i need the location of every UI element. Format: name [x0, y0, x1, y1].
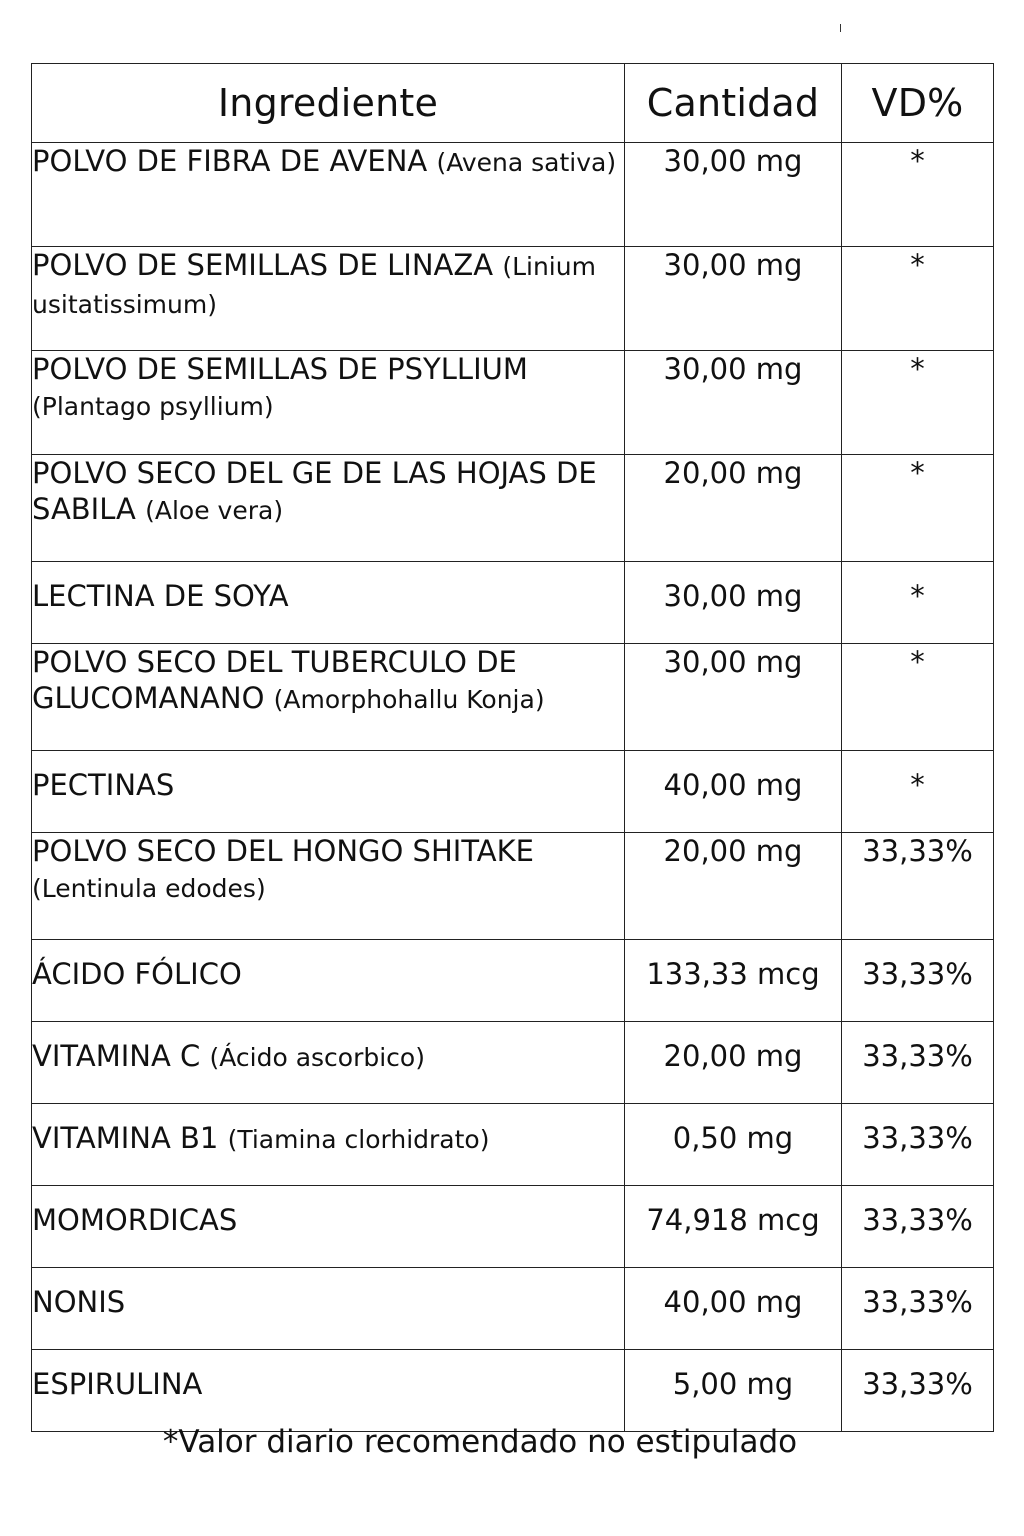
table-row — [32, 1350, 994, 1432]
ingredient-name: VITAMINA B1 — [32, 1121, 219, 1155]
ingredient-cell — [32, 143, 625, 247]
vd-cell: * — [842, 143, 994, 247]
vd-cell: 33,33% — [842, 1186, 994, 1268]
table-row — [32, 1268, 994, 1350]
vd-cell: 33,33% — [842, 833, 994, 940]
vd-cell: * — [842, 351, 994, 455]
vd-cell: * — [842, 644, 994, 751]
vd-cell: 33,33% — [842, 1104, 994, 1186]
nutrition-table — [31, 63, 994, 1432]
ingredient-name: POLVO SECO DEL HONGO SHITAKE — [32, 834, 534, 868]
amount-cell: 20,00 mg — [625, 833, 842, 940]
ingredient-name: POLVO SECO DEL TUBERCULO DE GLUCOMANANO — [32, 645, 517, 715]
table-row — [32, 1186, 994, 1268]
ingredient-scientific-name: (Linium usitatissimum) — [32, 252, 596, 319]
vd-cell: 33,33% — [842, 1268, 994, 1350]
ingredient-scientific-name: (Plantago psyllium) — [32, 392, 274, 421]
ingredient-name: VITAMINA C — [32, 1039, 201, 1073]
ingredient-name: ÁCIDO FÓLICO — [32, 957, 242, 991]
ingredient-scientific-name: (Lentinula edodes) — [32, 874, 266, 903]
ingredient-cell — [32, 751, 625, 833]
ingredient-name: ESPIRULINA — [32, 1367, 203, 1401]
ingredient-cell — [32, 1350, 625, 1432]
ingredient-cell — [32, 455, 625, 562]
table-row — [32, 351, 994, 455]
ingredient-name: PECTINAS — [32, 768, 175, 802]
table-row — [32, 455, 994, 562]
amount-cell: 0,50 mg — [625, 1104, 842, 1186]
table-row — [32, 751, 994, 833]
table-row — [32, 247, 994, 351]
ingredient-scientific-name: (Ácido ascorbico) — [209, 1043, 425, 1072]
amount-cell: 5,00 mg — [625, 1350, 842, 1432]
ingredient-name: POLVO DE FIBRA DE AVENA — [32, 144, 428, 178]
ingredient-name: NONIS — [32, 1285, 126, 1319]
ingredient-cell — [32, 1104, 625, 1186]
ingredient-cell — [32, 562, 625, 644]
table-row — [32, 1022, 994, 1104]
ingredient-scientific-name: (Amorphohallu Konja) — [273, 685, 545, 714]
table-row — [32, 143, 994, 247]
footnote: *Valor diario recomendado no estipulado — [162, 1424, 798, 1460]
table-row — [32, 833, 994, 940]
amount-cell: 30,00 mg — [625, 247, 842, 351]
ingredient-scientific-name: (Avena sativa) — [436, 148, 617, 177]
ingredient-scientific-name: (Aloe vera) — [145, 496, 284, 525]
amount-cell: 30,00 mg — [625, 351, 842, 455]
vd-cell: * — [842, 247, 994, 351]
ingredient-cell — [32, 1268, 625, 1350]
ingredient-cell — [32, 644, 625, 751]
vd-cell: 33,33% — [842, 1022, 994, 1104]
ingredient-cell — [32, 1022, 625, 1104]
table-row — [32, 644, 994, 751]
scan-mark — [840, 24, 841, 32]
ingredient-cell — [32, 833, 625, 940]
vd-cell: 33,33% — [842, 940, 994, 1022]
amount-cell: 133,33 mcg — [625, 940, 842, 1022]
ingredient-scientific-name: (Tiamina clorhidrato) — [227, 1125, 490, 1154]
ingredient-cell — [32, 247, 625, 351]
amount-cell: 74,918 mcg — [625, 1186, 842, 1268]
ingredient-name: POLVO DE SEMILLAS DE LINAZA — [32, 248, 494, 282]
header-amount: Cantidad — [625, 64, 842, 143]
ingredient-name: MOMORDICAS — [32, 1203, 238, 1237]
ingredient-name: LECTINA DE SOYA — [32, 579, 289, 613]
table-row — [32, 562, 994, 644]
ingredient-name: POLVO DE SEMILLAS DE PSYLLIUM — [32, 352, 528, 386]
amount-cell: 40,00 mg — [625, 751, 842, 833]
amount-cell: 30,00 mg — [625, 562, 842, 644]
amount-cell: 20,00 mg — [625, 455, 842, 562]
amount-cell: 20,00 mg — [625, 1022, 842, 1104]
ingredient-cell — [32, 1186, 625, 1268]
vd-cell: 33,33% — [842, 1350, 994, 1432]
header-vd: VD% — [842, 64, 994, 143]
vd-cell: * — [842, 562, 994, 644]
table-row — [32, 940, 994, 1022]
table-row — [32, 1104, 994, 1186]
table-header-row — [32, 64, 994, 143]
amount-cell: 40,00 mg — [625, 1268, 842, 1350]
ingredient-name: POLVO SECO DEL GE DE LAS HOJAS DE SABILA — [32, 456, 597, 526]
vd-cell: * — [842, 751, 994, 833]
amount-cell: 30,00 mg — [625, 644, 842, 751]
header-ingredient: Ingrediente — [32, 64, 625, 143]
vd-cell: * — [842, 455, 994, 562]
amount-cell: 30,00 mg — [625, 143, 842, 247]
ingredient-cell — [32, 351, 625, 455]
ingredient-cell — [32, 940, 625, 1022]
